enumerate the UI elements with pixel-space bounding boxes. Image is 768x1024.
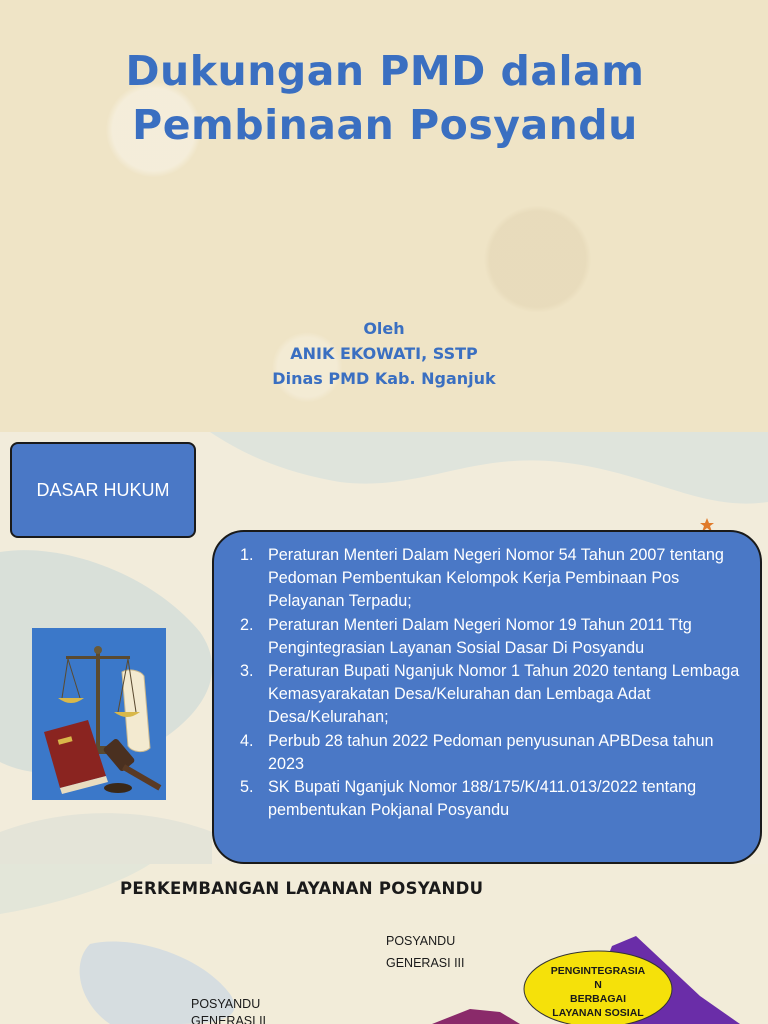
ellipse-line-3: BERBAGAI — [569, 993, 626, 1005]
list-item: 5. SK Bupati Nganjuk Nomor 188/175/K/411.013/2022 tentang pembentukan Pokjanal Posyandu — [258, 776, 746, 822]
slide-title-heading — [60, 44, 710, 152]
ellipse-line-2: N — [594, 979, 602, 991]
author-block — [184, 316, 584, 391]
dasar-hukum-heading-box — [10, 442, 196, 538]
dasar-hukum-list-box — [212, 530, 762, 864]
law-scales-book-gavel-icon — [32, 628, 166, 800]
generasi-3-line-2: GENERASI III — [386, 956, 465, 970]
title-line-2: Pembinaan Posyandu — [132, 101, 638, 149]
ellipse-line-1: PENGINTEGRASIA — [550, 965, 646, 977]
generasi-2-line-1: POSYANDU — [191, 997, 261, 1011]
ellipse-line-4: LAYANAN SOSIAL — [552, 1007, 644, 1019]
dasar-hukum-heading: DASAR HUKUM — [36, 479, 170, 500]
slide-title — [0, 0, 768, 432]
law-image — [32, 628, 166, 800]
slide-dasar-hukum — [0, 432, 768, 864]
step-shape — [432, 1009, 520, 1024]
slide-perkembangan — [0, 864, 768, 1024]
list-item: 2. Peraturan Menteri Dalam Negeri Nomor 19 Tahun 2011 Ttg Pengintegrasian Layanan Sosial Dasar Di Posyandu — [258, 614, 746, 660]
author-organization: Dinas PMD Kab. Nganjuk — [272, 369, 496, 388]
author-name: ANIK EKOWATI, SSTP — [290, 344, 478, 363]
generasi-3-line-1: POSYANDU — [386, 934, 456, 948]
integration-ellipse-label — [528, 964, 668, 1020]
list-item: 4. Perbub 28 tahun 2022 Pedoman penyusunan APBDesa tahun 2023 — [258, 730, 746, 776]
author-prefix: Oleh — [363, 319, 405, 338]
list-item: 1. Peraturan Menteri Dalam Negeri Nomor 54 Tahun 2007 tentang Pedoman Pembentukan Kelompok Kerja Pembinaan Pos Pelayanan Terpadu; — [258, 544, 746, 614]
dasar-hukum-list — [228, 544, 746, 822]
generasi-2-line-2: GENERASI II — [191, 1014, 267, 1024]
list-item: 3. Peraturan Bupati Nganjuk Nomor 1 Tahun 2020 tentang Lembaga Kemasyarakatan Desa/Kelurahan dan Lembaga Adat Desa/Kelurahan; — [258, 660, 746, 730]
title-line-1: Dukungan PMD dalam — [125, 47, 645, 95]
slide-3-heading: PERKEMBANGAN LAYANAN POSYANDU — [120, 879, 484, 898]
